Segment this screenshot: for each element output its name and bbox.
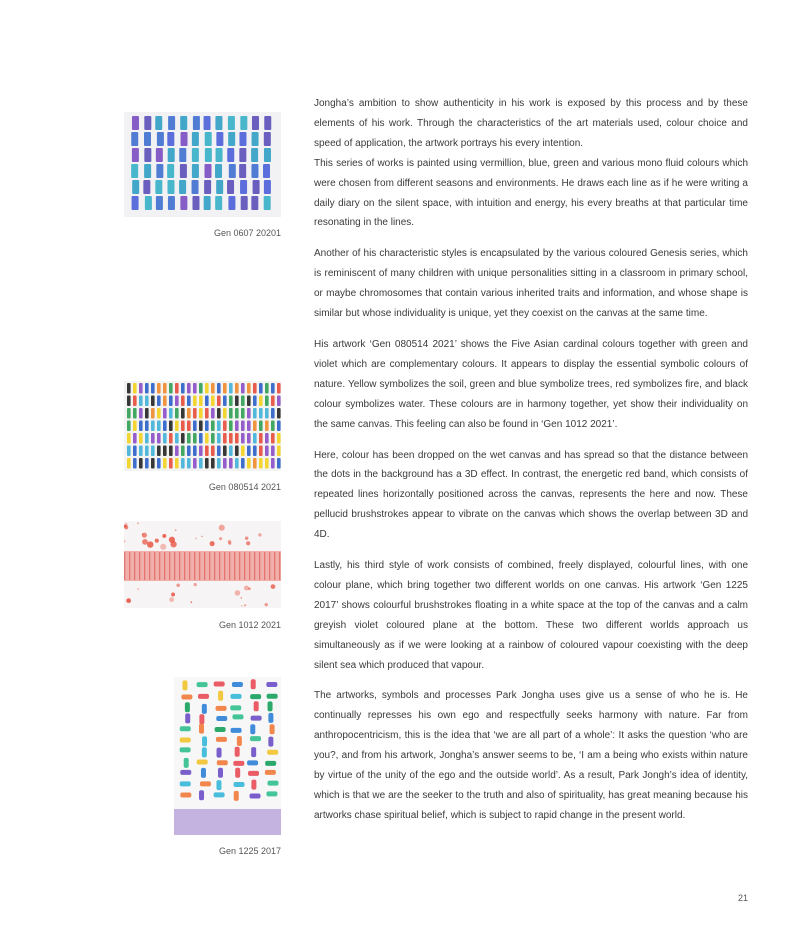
paragraph: Here, colour has been dropped on the wet canvas and has spread so that the distance between the dots in the background has a 3D effect. In contrast, the energetic red band, which consists of repeated lines horizontally positioned across the canvas, represents the here and now. These pellucid brushstrokes appear to vibrate on the canvas which shows the overlap between 3D and 4D. [314,449,748,541]
caption-gen-1225-2017: Gen 1225 2017 [218,846,281,856]
paragraph: Jongha’s ambition to show authenticity in his work is exposed by this process and by these elements of his work. Through the characteristics of the art materials used, colour choice and speed of application, the artwork portrays his every intention. [314,98,748,149]
paragraph: Lastly, his third style of work consists of combined, freely displayed, colourful lines, with one colour plane, which bring together two different worlds on one canvas. His artwork ‘Gen 1225 2017’ shows colourful brushstrokes floating in a white space at the top of the canvas and a calm greyish violet coloured plane at the bottom. These two different worlds approach us simultaneously as if we were looking at a rainbow of coloured vapour coexisting with the deep silent sea which produced that vapour. [314,560,748,671]
caption-gen-1012-2021: Gen 1012 2021 [218,620,281,630]
artwork-gen-0607-20201 [124,112,281,217]
essay-text-column [314,94,748,837]
paragraph: This series of works is painted using vermillion, blue, green and various mono fluid colours which were chosen from different seasons and environments. He draws each line as if he were writing a daily diary on the silent space, with intuition and energy, his every breaths at that particular time resonating in the lines. [314,157,748,229]
artwork-gen-1225-2017 [174,677,281,835]
caption-gen-0607-20201: Gen 0607 20201 [213,228,281,238]
artwork-gen-1012-2021 [124,521,281,608]
artwork-gen-080514-2021 [124,381,281,471]
paragraph: His artwork ‘Gen 080514 2021’ shows the Five Asian cardinal colours together with green and violet which are complementary colours. It appears to display the essential symbolic colours of nature. Yellow symbolizes the soil, green and blue symbolize trees, red symbolizes fire, and black colour symbolizes water. These colours are in harmony together, yet show their individuality on the same canvas. This feeling can also be found in ‘Gen 1012 2021’. [314,338,748,430]
page-number: 21 [738,893,749,903]
caption-gen-080514-2021: Gen 080514 2021 [208,482,281,492]
paragraph: The artworks, symbols and processes Park Jongha uses give us a sense of who he is. He continually represses his own ego and respectfully seeks harmony with nature. Far from anthropocentricism, this is the idea that ‘we are all part of a whole’: It asks the question ‘who are you?, and from his artwork, Jongha’s answer seems to be, ‘I am a being who exists within nature by virtue of the unity of the ego and the outside world’. As a result, Park Jongh’s idea of identity, which is that we are the seeker to the truth and also of spirituality, has great meaning because his artworks chase spiritual belief, which is subject to rapid change in the present world. [314,690,748,821]
paragraph: Another of his characteristic styles is encapsulated by the various coloured Genesis series, which is reminiscent of many children with unique personalities sitting in a classroom in primary school, or maybe chromosomes that contain various inherited traits and information, and whose shape is similar but whose individuality is unique, yet they coexist on the canvas at the same time. [314,248,748,320]
